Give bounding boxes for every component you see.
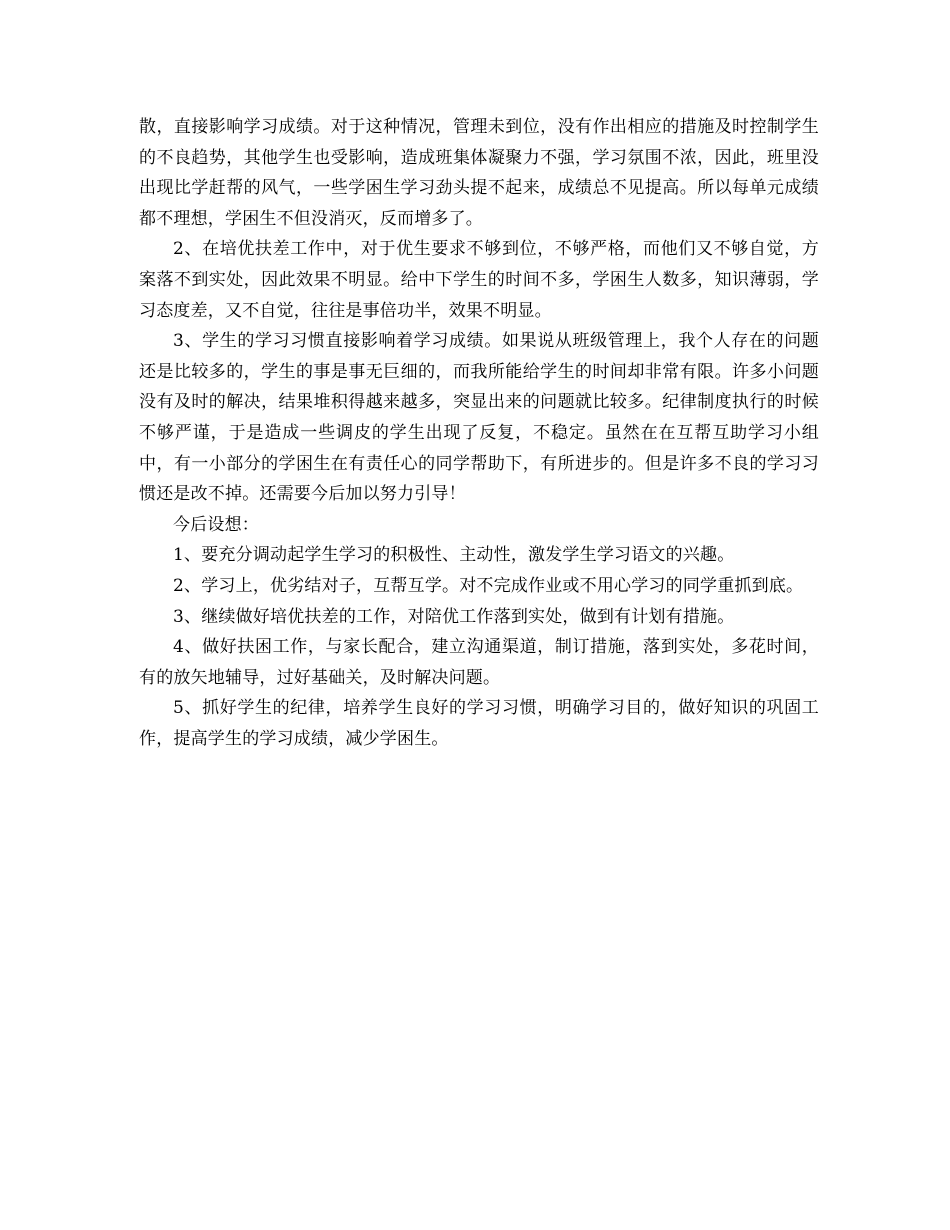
- document-body: [139, 112, 819, 754]
- paragraph-point-3: 3、学生的学习习惯直接影响着学习成绩。如果说从班级管理上，我个人存在的问题还是比较多的，学生的事是事无巨细的，而我所能给学生的时间却非常有限。许多小问题没有及时的解决，结果堆积得越来越多，突显出来的问题就比较多。纪律制度执行的时候不够严谨，于是造成一些调皮的学生出现了反复，不稳定。虽然在在互帮互助学习小组中，有一小部分的学困生在有责任心的同学帮助下，有所进步的。但是许多不良的学习习惯还是改不掉。还需要今后加以努力引导！: [139, 331, 819, 505]
- section-heading-future-plans: 今后设想：: [173, 514, 259, 535]
- plan-item-2: 2、学习上，优劣结对子，互帮互学。对不完成作业或不用心学习的同学重抓到底。: [173, 575, 804, 596]
- plan-item-1: 1、要充分调动起学生学习的积极性、主动性，激发学生学习语文的兴趣。: [173, 545, 735, 566]
- plan-item-3: 3、继续做好培优扶差的工作，对陪优工作落到实处，做到有计划有措施。: [173, 606, 735, 627]
- paragraph-point-2: 2、在培优扶差工作中，对于优生要求不够到位，不够严格，而他们又不够自觉，方案落不到实处，因此效果不明显。给中下学生的时间不多，学困生人数多，知识薄弱，学习态度差，又不自觉，往往是事倍功半，效果不明显。: [139, 239, 819, 321]
- plan-item-5: 5、抓好学生的纪律，培养学生良好的学习习惯，明确学习目的，做好知识的巩固工作，提高学生的学习成绩，减少学困生。: [139, 698, 819, 749]
- plan-item-4: 4、做好扶困工作，与家长配合，建立沟通渠道，制订措施，落到实处，多花时间，有的放矢地辅导，过好基础关，及时解决问题。: [139, 637, 819, 688]
- paragraph-continuation: 散，直接影响学习成绩。对于这种情况，管理未到位，没有作出相应的措施及时控制学生的不良趋势，其他学生也受影响，造成班集体凝聚力不强，学习氛围不浓，因此，班里没出现比学赶帮的风气，一些学困生学习劲头提不起来，成绩总不见提高。所以每单元成绩都不理想，学困生不但没消灭，反而增多了。: [139, 117, 819, 229]
